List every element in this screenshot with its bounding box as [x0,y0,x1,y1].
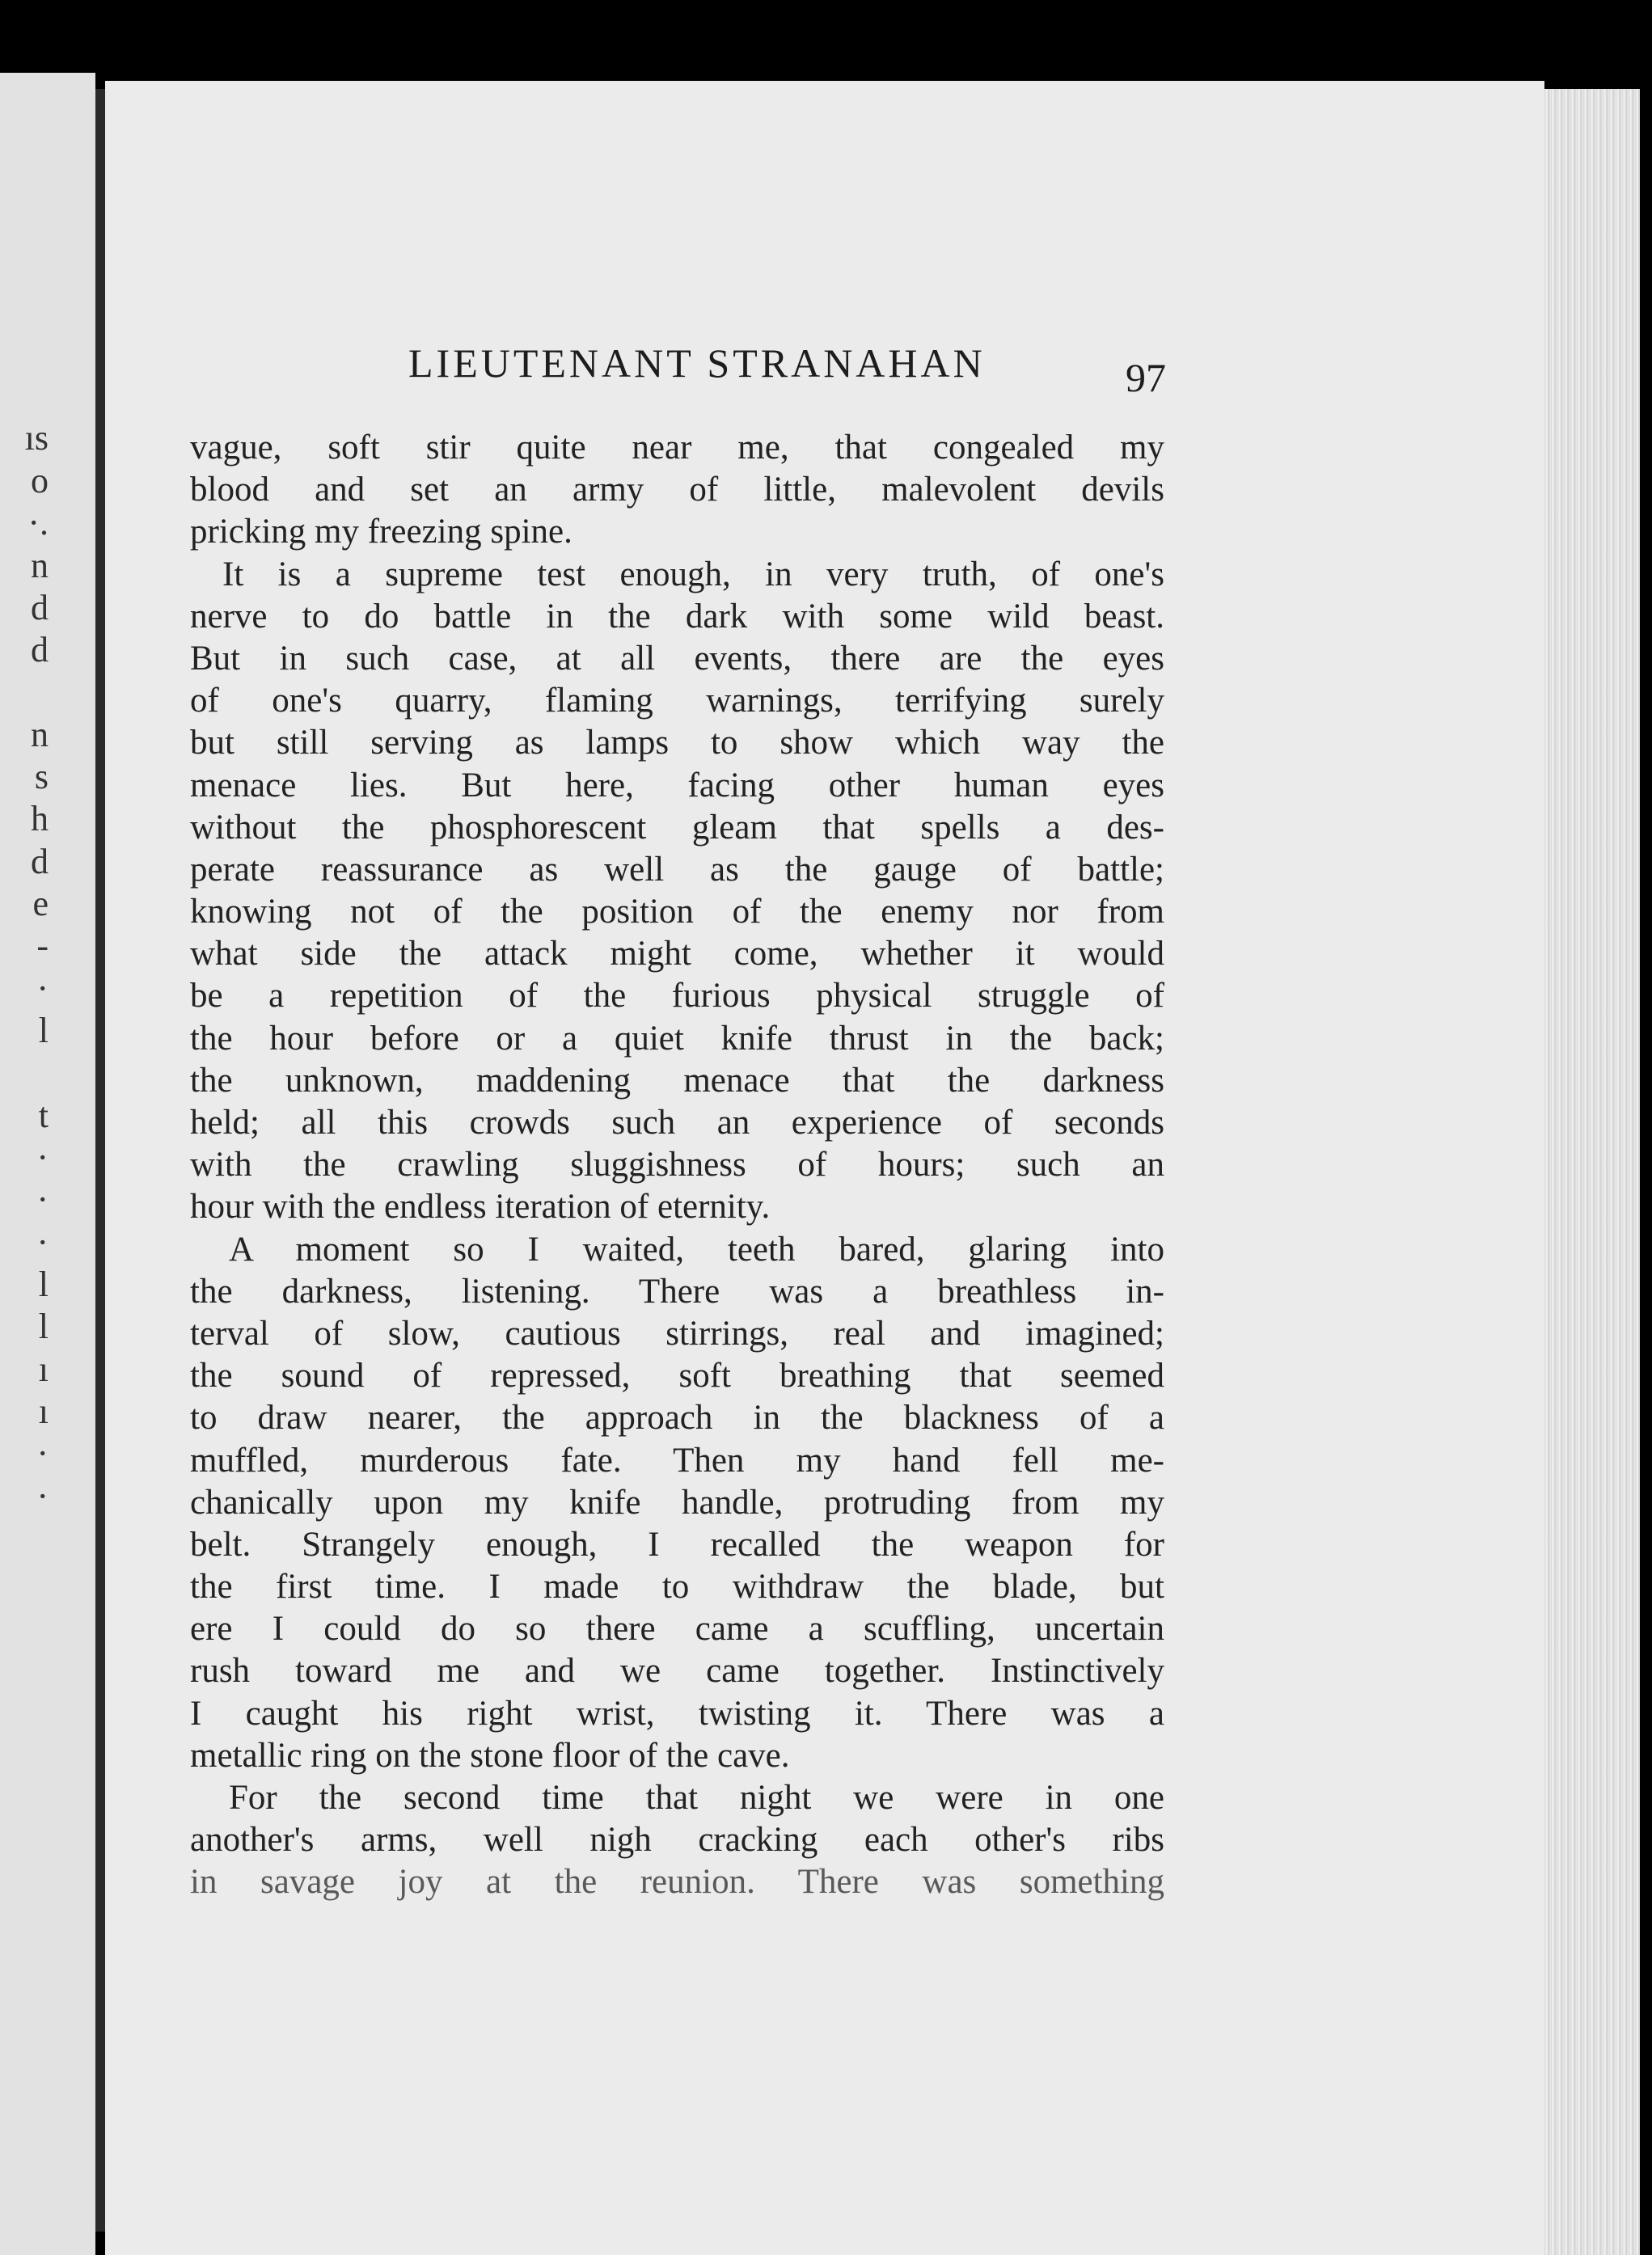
left-page-fragment: o [31,461,49,500]
left-page-fragment: d [31,630,49,669]
left-page-fragment: l [38,1011,49,1050]
text-line: without the phosphorescent gleam that spells a des- [190,808,1164,847]
text-line: vague, soft stir quite near me, that congealed my [190,429,1164,467]
text-line: knowing not of the position of the enemy nor from [190,893,1164,931]
left-page-fragment: h [31,799,49,838]
text-line: perate reassurance as well as the gauge of battle; [190,850,1164,889]
text-line: but still serving as lamps to show which way the [190,724,1164,762]
facing-page-margin [0,73,95,2255]
left-page-fragment: · [36,1180,49,1219]
text-line: nerve to do battle in the dark with some wild beast. [190,597,1164,636]
left-page-fragment: ı [38,1349,49,1389]
text-line: I caught his right wrist, twisting it. There was a [190,1694,1164,1733]
text-line: A moment so I waited, teeth bared, glaring into [229,1230,1164,1269]
text-line: the first time. I made to withdraw the blade, but [190,1568,1164,1607]
left-page-fragment: d [31,842,49,881]
page-number: 97 [1126,355,1166,400]
running-title: LIEUTENANT STRANAHAN [408,340,986,386]
text-line: belt. Strangely enough, I recalled the weapon for [190,1525,1164,1564]
text-line: chanically upon my knife handle, protruding from my [190,1483,1164,1522]
paragraph [190,1777,1164,1904]
text-line: what side the attack might come, whether it would [190,935,1164,973]
text-line: hour with the endless iteration of eternity. [190,1188,771,1227]
left-page-fragment: · [36,1138,49,1177]
text-line: the unknown, maddening menace that the darkness [190,1061,1164,1100]
text-line: with the crawling sluggishness of hours; such an [190,1146,1164,1185]
text-line: For the second time that night we were in one [229,1779,1164,1817]
text-line: menace lies. But here, facing other human eyes [190,766,1164,804]
left-page-fragment: ıs [24,418,49,458]
text-line: be a repetition of the furious physical struggle of [190,977,1164,1016]
paragraph [190,554,1164,1229]
text-line: another's arms, well nigh cracking each other's ribs [190,1821,1164,1860]
paragraph [190,427,1164,554]
left-page-fragment: n [31,715,49,754]
left-page-fragment: n [31,546,49,585]
text-line: ere I could do so there came a scuffling, uncertain [190,1610,1164,1649]
left-page-fragment: - [36,926,49,965]
text-line: held; all this crowds such an experience of seconds [190,1104,1164,1142]
left-page-fragment: t [38,1096,49,1135]
text-line: muffled, murderous fate. Then my hand fell me- [190,1441,1164,1480]
text-line: rush toward me and we came together. Instinctively [190,1652,1164,1691]
paragraph [190,1229,1164,1777]
text-line: the darkness, listening. There was a breathless in- [190,1272,1164,1311]
text-line: But in such case, at all events, there are the eyes [190,639,1164,678]
text-line: It is a supreme test enough, in very truth, of one's [222,555,1164,593]
left-page-fragment: · [36,1223,49,1262]
left-page-fragment: s [34,757,49,796]
text-line: terval of slow, cautious stirrings, real and imagined; [190,1314,1164,1353]
page-edge-stack [1544,89,1640,2255]
left-page-fragment: · [36,1476,49,1516]
left-page-fragment: l [38,1265,49,1304]
left-page-fragment: d [31,588,49,627]
left-page-fragment: ı [38,1391,49,1431]
left-page-fragment: l [38,1307,49,1346]
left-page-fragment: e [32,884,49,923]
page-body [190,427,1164,1904]
left-page-fragment: · [36,1434,49,1473]
text-line: in savage joy at the reunion. There was something [190,1863,1164,1902]
text-line: to draw nearer, the approach in the blackness of a [190,1399,1164,1438]
book-gutter [95,89,105,2232]
text-line: blood and set an army of little, malevolent devils [190,471,1164,509]
text-line: pricking my freezing spine. [190,513,572,551]
text-line: the sound of repressed, soft breathing that seemed [190,1357,1164,1396]
text-line: the hour before or a quiet knife thrust in the back; [190,1019,1164,1058]
left-page-fragment: · [36,969,49,1008]
text-line: metallic ring on the stone floor of the cave. [190,1736,790,1775]
text-line: of one's quarry, flaming warnings, terrifying surely [190,682,1164,720]
left-page-fragment: ·. [27,503,49,543]
